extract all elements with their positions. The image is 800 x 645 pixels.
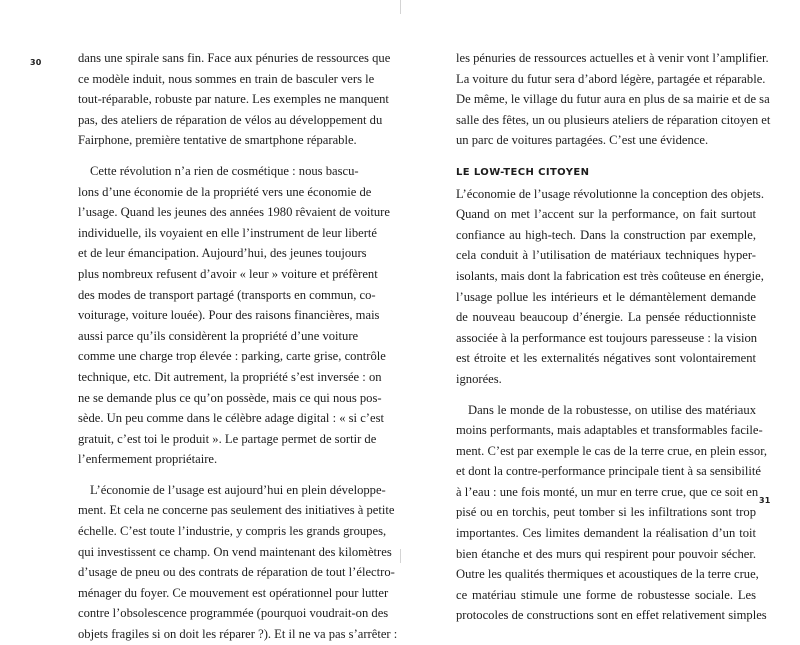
text-line: un parc de voitures partagées. C’est une évidence. xyxy=(456,133,709,148)
text-line: De même, le village du futur aura en plus de sa mairie et de sa xyxy=(456,92,770,107)
text-line: et de leur émancipation. Aujourd’hui, des jeunes toujours xyxy=(78,246,367,261)
text-line: l’enfermement propriétaire. xyxy=(78,452,218,467)
text-line: Outre les qualités thermiques et acoustiques de la terre crue, xyxy=(456,567,759,582)
text-line: plus nombreux refusent d’avoir « leur » voiture et préfèrent xyxy=(78,266,378,281)
paragraph xyxy=(78,480,398,645)
text-line: L’économie de l’usage révolutionne la conception des objets. xyxy=(456,186,764,201)
left-page-text xyxy=(78,48,398,645)
text-line: aussi parce qu’ils considèrent la propriété d’une voiture xyxy=(78,328,359,343)
text-line: moins performants, mais adaptables et transformables facile- xyxy=(456,423,763,438)
text-line: Fairphone, première tentative de smartphone réparable. xyxy=(78,133,357,148)
text-line: technique, etc. Dit autrement, la propriété s’est inversée : on xyxy=(78,369,382,384)
text-line: cela conduit à l’utilisation de matériaux techniques hyper- xyxy=(456,248,756,263)
text-line: d’usage de pneu ou des contrats de réparation de tout l’électro- xyxy=(78,565,395,580)
text-line: les pénuries de ressources actuelles et à venir vont l’amplifier. xyxy=(456,51,769,65)
text-line: isolants, mais dont la fabrication est très coûteuse en énergie, xyxy=(456,268,764,283)
text-line: objets fragiles si on doit les réparer ?). Et il ne va pas s’arrêter : xyxy=(78,627,398,642)
text-line: et dont la contre-performance principale tient à sa sensibilité xyxy=(456,464,761,479)
text-line: de nouveau beaucoup d’énergie. La pensée réductionniste xyxy=(456,310,756,325)
text-line: associée à la performance est toujours paresseuse : la vision xyxy=(456,330,758,345)
text-line: voiturage, voiture louée). Pour des raisons financières, mais xyxy=(78,308,380,323)
text-line: dans une spirale sans fin. Face aux pénuries de ressources que xyxy=(78,51,391,65)
text-line: l’usage pollue les intérieurs et le démantèlement demande xyxy=(456,289,756,304)
text-line: L’économie de l’usage est aujourd’hui en plein développe- xyxy=(90,482,386,497)
paragraph xyxy=(456,184,764,390)
text-line: ne se demande plus ce qu’on possède, mais ce qui nous pos- xyxy=(78,390,382,405)
text-line: ment. Et cela ne concerne pas seulement des initiatives à petite xyxy=(78,503,395,518)
text-line: ce modèle induit, nous sommes en train de basculer vers le xyxy=(78,71,375,86)
text-line: sède. Un peu comme dans le célèbre adage digital : « si c’est xyxy=(78,411,384,426)
text-line: ménager du foyer. Ce mouvement est opérationnel pour lutter xyxy=(78,585,389,600)
text-line: confiance au high-tech. Dans la construction par exemple, xyxy=(456,227,756,242)
text-line: est étroite et les externalités négatives sont volontairement xyxy=(456,351,756,366)
page-number-right: 31 xyxy=(759,496,771,505)
text-line: pas, des ateliers de réparation de vélos au développement du xyxy=(78,112,383,127)
text-line: ignorées. xyxy=(456,371,502,386)
text-line: tout-réparable, robuste par nature. Les exemples ne manquent xyxy=(78,92,389,107)
text-line: protocoles de constructions sont en effet relativement simples xyxy=(456,608,767,623)
paragraph xyxy=(78,161,390,470)
text-line: ce matériau stimule une forme de robustesse sociale. Les xyxy=(456,587,756,602)
text-line: échelle. C’est toute l’industrie, y compris les grands groupes, xyxy=(78,524,387,539)
text-line: gratuit, c’est toi le produit ». Le partage permet de sortir de xyxy=(78,431,377,446)
text-line: des modes de transport partagé (transports en commun, co- xyxy=(78,287,376,302)
text-line: individuelle, ils voyaient en elle l’instrument de leur liberté xyxy=(78,225,378,240)
text-line: comme une charge trop élevée : parking, carte grise, contrôle xyxy=(78,349,386,364)
text-line: salle des fêtes, un ou plusieurs ateliers de réparation citoyen et xyxy=(456,112,771,127)
text-line: importantes. Ces limites demandent la réalisation d’un toit xyxy=(456,526,756,541)
text-line: bien étanche et des murs qui respirent pour pouvoir sécher. xyxy=(456,546,756,561)
page-gutter xyxy=(400,0,401,563)
text-line: La voiture du futur sera d’abord légère, partagée et réparable. xyxy=(456,71,766,86)
paragraph xyxy=(456,48,771,151)
text-line: à l’eau : une fois monté, un mur en terre crue, que ce soit en xyxy=(456,484,759,499)
text-line: qui investissent ce champ. On vend maintenant des kilomètres xyxy=(78,544,392,559)
text-line: Dans le monde de la robustesse, on utilise des matériaux xyxy=(468,402,756,417)
text-line: Quand on met l’accent sur la performance, on fait surtout xyxy=(456,207,756,222)
text-line: pisé ou en torchis, peut tomber si les infiltrations sont trop xyxy=(456,505,756,520)
text-line: lons d’une économie de la propriété vers une économie de xyxy=(78,184,372,199)
paragraph xyxy=(78,48,391,151)
text-line: l’usage. Quand les jeunes des années 1980 rêvaient de voiture xyxy=(78,205,390,220)
text-line: ment. C’est par exemple le cas de la terre crue, en plein essor, xyxy=(456,443,768,458)
section-heading: LE LOW-TECH CITOYEN xyxy=(456,166,590,178)
page-number-left: 30 xyxy=(30,58,42,67)
text-line: Cette révolution n’a rien de cosmétique : nous bascu- xyxy=(90,163,359,178)
text-line: contre l’obsolescence programmée (pourquoi voudrait-on des xyxy=(78,606,389,621)
